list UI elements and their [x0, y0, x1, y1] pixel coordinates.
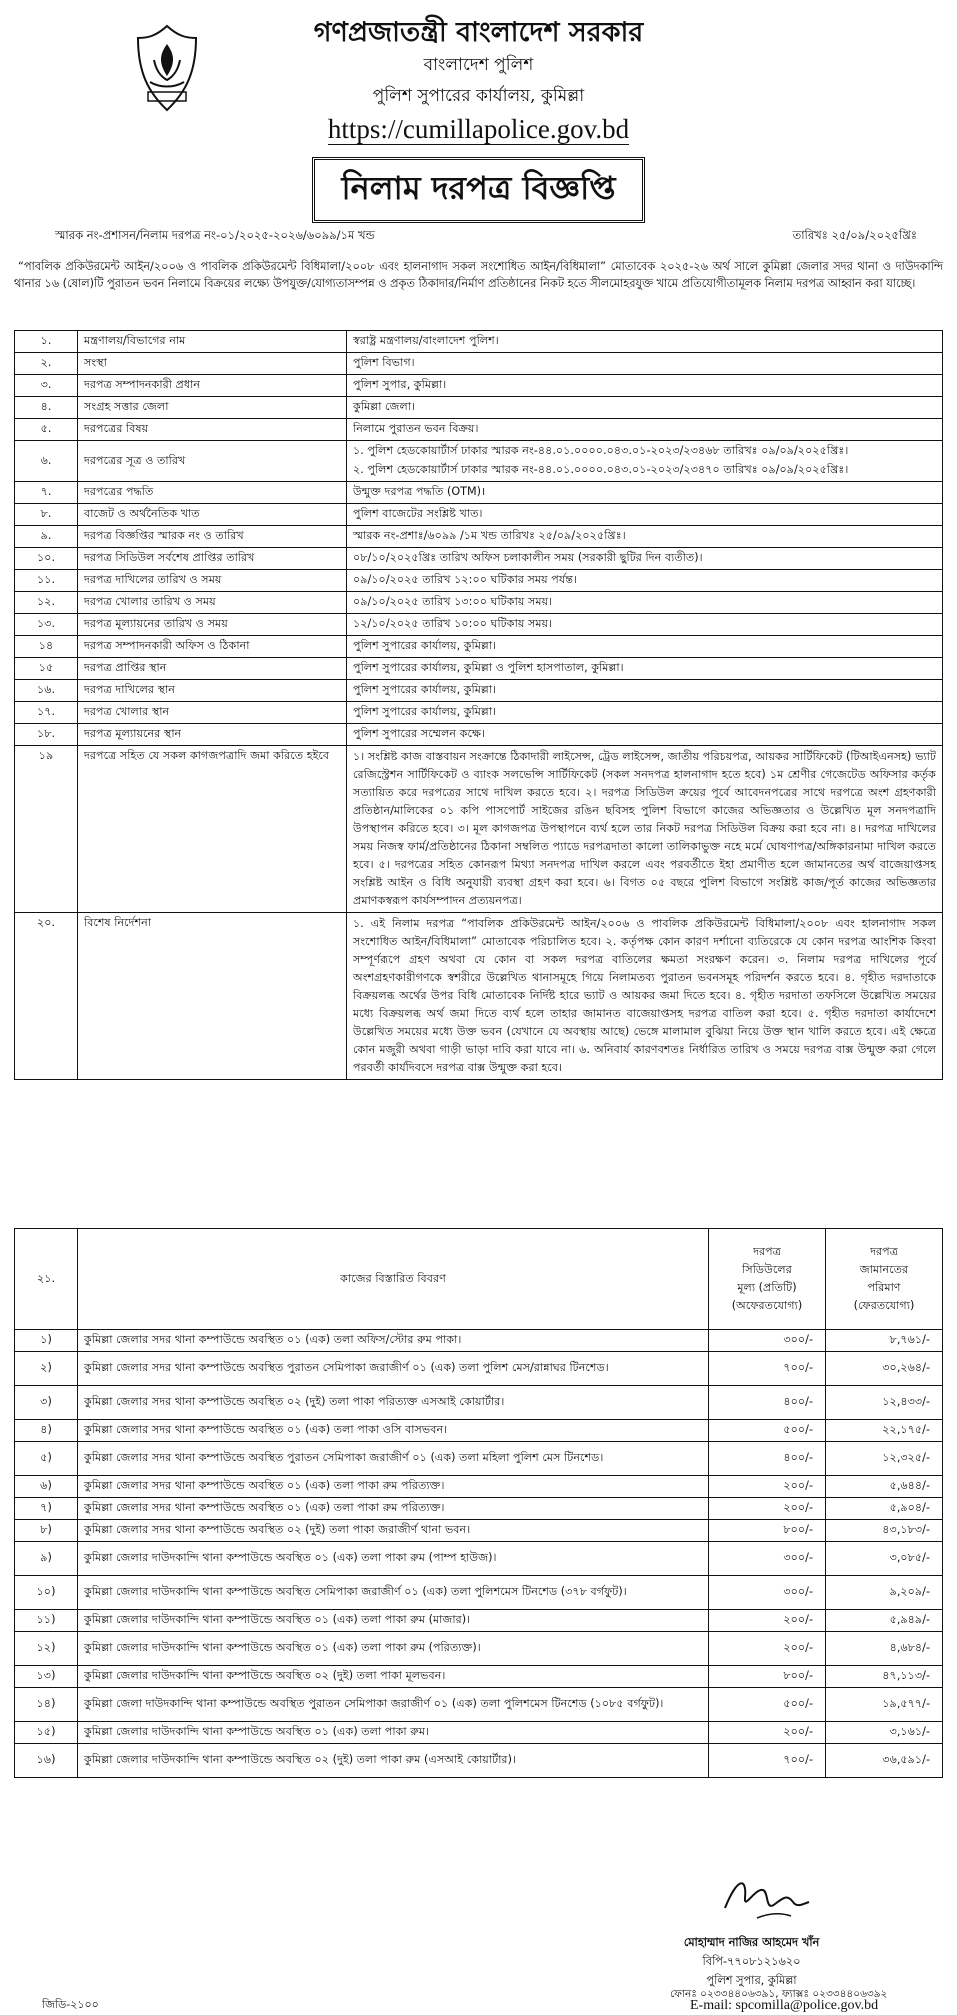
work-description: কুমিল্লা জেলার সদর থানা কম্পাউন্ডে অবস্থিত ০২ (দুই) তলা পাকা জরাজীর্ণ থানা ভবন। — [78, 1520, 709, 1542]
security-amount: ৪৩,১৮৩/- — [826, 1520, 943, 1542]
work-description: কুমিল্লা জেলার সদর থানা কম্পাউন্ডে অবস্থিত ০১ (এক) তলা পাকা রুম পরিত্যক্ত। — [78, 1498, 709, 1520]
detail-row — [15, 592, 943, 614]
officer-bp: বিপি-৭৭০৮১২১৬২০ — [702, 1955, 801, 1968]
security-amount: ৩,১৬১/- — [826, 1722, 943, 1744]
detail-row — [15, 680, 943, 702]
detail-value: পুলিশ বিভাগ। — [347, 353, 943, 375]
detail-number: ৫. — [15, 419, 78, 441]
detail-label: দরপত্র সম্পাদনকারী অফিস ও ঠিকানা — [78, 636, 347, 658]
work-description: কুমিল্লা জেলার দাউদকান্দি থানা কম্পাউন্ডে অবস্থিত ০২ (দুই) তলা পাকা মূলভবন। — [78, 1666, 709, 1688]
security-amount: ৩০,২৬৪/- — [826, 1352, 943, 1386]
detail-label: দরপত্র প্রাপ্তির স্থান — [78, 658, 347, 680]
work-number: ৩) — [15, 1386, 78, 1420]
work-row — [15, 1576, 943, 1610]
work-description: কুমিল্লা জেলার সদর থানা কম্পাউন্ডে অবস্থিত পুরাতন সেমিপাকা জরাজীর্ণ ০১ (এক) তলা মহিলা পুলিশ মেস টিনশেড। — [78, 1442, 709, 1476]
detail-label: সংগ্রহ সত্তার জেলা — [78, 397, 347, 419]
detail-number: ২০. — [15, 913, 78, 1080]
detail-value: কুমিল্লা জেলা। — [347, 397, 943, 419]
detail-value: ০৮/১০/২০২৫খ্রিঃ তারিখ অফিস চলাকালীন সময় (সরকারী ছুটির দিন ব্যতীত)। — [347, 548, 943, 570]
detail-row — [15, 375, 943, 397]
memo-line — [55, 227, 917, 246]
work-number: ৬) — [15, 1476, 78, 1498]
detail-row — [15, 353, 943, 375]
detail-value: স্বরাষ্ট্র মন্ত্রণালয়/বাংলাদেশ পুলিশ। — [347, 331, 943, 353]
schedule-price: ৭০০/- — [709, 1352, 826, 1386]
detail-value: পুলিশ সুপারের কার্যালয়, কুমিল্লা। — [347, 636, 943, 658]
office-name: পুলিশ সুপারের কার্যালয়, কুমিল্লা — [372, 86, 585, 106]
letterhead — [14, 0, 943, 150]
work-number: ৫) — [15, 1442, 78, 1476]
work-row — [15, 1420, 943, 1442]
detail-label: দরপত্র দাখিলের তারিখ ও সময় — [78, 570, 347, 592]
work-number: ১৬) — [15, 1744, 78, 1778]
work-row — [15, 1722, 943, 1744]
detail-value: পুলিশ সুপার, কুমিল্লা। — [347, 375, 943, 397]
work-description: কুমিল্লা জেলার সদর থানা কম্পাউন্ডে অবস্থিত ০১ (এক) তলা পাকা রুম পরিত্যক্ত। — [78, 1476, 709, 1498]
signature-mark — [717, 1868, 827, 1928]
detail-value: পুলিশ সুপারের কার্যালয়, কুমিল্লা। — [347, 702, 943, 724]
memo-date: তারিখঃ ২৫/০৯/২০২৫খ্রিঃ — [792, 228, 917, 242]
detail-row — [15, 397, 943, 419]
schedule-price: ৪০০/- — [709, 1386, 826, 1420]
detail-number: ৯. — [15, 526, 78, 548]
schedule-price: ৩০০/- — [709, 1576, 826, 1610]
detail-row — [15, 482, 943, 504]
detail-value-line: ২. পুলিশ হেডকোয়ার্টার্স ঢাকার স্মারক নং-৪৪.০১.০০০০.০৪৩.০১-২০২৩/২৩৪৭০ তারিখঃ ০৯/০৯/২০২৫খ্রিঃ। — [353, 463, 849, 476]
work-number: ৯) — [15, 1542, 78, 1576]
detail-value: স্মারক নং-প্রশাঃ/৬০৯৯ /১ম খন্ড তারিখঃ ২৫/০৯/২০২৫খ্রিঃ। — [347, 526, 943, 548]
officer-email[interactable]: E-mail: spcomilla@police.gov.bd — [690, 1998, 879, 2013]
detail-row — [15, 658, 943, 680]
work-number: ১১) — [15, 1610, 78, 1632]
security-amount: ১২,৩২৫/- — [826, 1442, 943, 1476]
detail-label: দরপত্রের সূত্র ও তারিখ — [78, 441, 347, 482]
detail-number: ১৯ — [15, 746, 78, 913]
detail-value: উন্মুক্ত দরপত্র পদ্ধতি (OTM)। — [347, 482, 943, 504]
detail-label: দরপত্র খোলার স্থান — [78, 702, 347, 724]
detail-value: নিলামে পুরাতন ভবন বিক্রয়। — [347, 419, 943, 441]
schedule-price: ২০০/- — [709, 1632, 826, 1666]
detail-number: ১২. — [15, 592, 78, 614]
detail-label: দরপত্র বিজ্ঞপ্তির স্মারক নং ও তারিখ — [78, 526, 347, 548]
schedule-price: ৩০০/- — [709, 1330, 826, 1352]
work-number: ১৫) — [15, 1722, 78, 1744]
detail-paragraph: ১। সংশ্লিষ্ট কাজ বাস্তবায়ন সংক্রান্তে ঠিকাদারী লাইসেন্স, ট্রেড লাইসেন্স, জাতীয় পরিচয়পত্র, আয়কর সার্টিফিকেট (টিআইএনসহ) ভ্যাট রেজিস্ট্রেশন সার্টিফিকেট ও ব্যাংক সলভেন্সি সার্টিফিকেট (সকল সনদপত্র হালনাগাদ হতে হবে) ১ম শ্রেণীর গেজেটেড অফিসার কর্তৃক সত্যায়িত করে দরপত্রের সাথে দাখিল করতে হবে। ২। দরপত্র সিডিউল ক্রয়ের পূর্বে আবেদনপত্রের সাথে দরপত্রে অংশ গ্রহণকারী প্রতিষ্ঠান/মালিকের ০১ কপি পাসপোর্ট সাইজের রঙিন ছবিসহ পুলিশ বিভাগে কাজের অভিজ্ঞতার ও উল্লেখিত মূল সনদপত্রাদি উপস্থাপন করিতে হবে। ৩। মূল কাগজপত্র উপস্থাপনে ব্যর্থ হলে তার নিকট দরপত্র সিডিউল বিক্রয় করা হবে না। ৪। দরপত্র দাখিলের সময় নিজস্ব ফার্ম/প্রতিষ্ঠানের ঠিকানা সম্বলিত প্যাডে দরপত্রদাতা কালো তালিকাভুক্ত নহে মর্মে ঘোষণাপত্র/অঙ্গিকারনামা দাখিল করতে হবে। ৫। দরপত্রের সহিত কোনরূপ মিথ্যা সনদপত্র দাখিল করলে এবং পরবর্তীতে ইহা প্রমাণীত হলে জামানতের অর্থ বাজেয়াপ্তসহ সংশ্লিষ্ট আইন ও বিধি অনুযায়ী ব্যবস্থা গ্রহণ করা হবে। ৬। বিগত ০৫ বছরে পুলিশ বিভাগে সংশ্লিষ্ট কাজ/পূর্ত কাজের অভিজ্ঞতার প্রমাণকস্বরূপ কার্যসম্পাদন প্রত্যয়নপত্র। — [347, 746, 943, 913]
security-amount: ৩৬,৫৯১/- — [826, 1744, 943, 1778]
tender-details-table — [14, 330, 943, 1080]
work-description: কুমিল্লা জেলার দাউদকান্দি থানা কম্পাউন্ডে অবস্থিত ০২ (দুই) তলা পাকা রুম (এসআই কোয়ার্টার)। — [78, 1744, 709, 1778]
detail-value — [347, 441, 943, 482]
work-number: ১৩) — [15, 1666, 78, 1688]
detail-number: ১৮. — [15, 724, 78, 746]
memo-number: স্মারক নং-প্রশাসন/নিলাম দরপত্র নং-০১/২০২৫-২০২৬/৬০৯৯/১ম খন্ড — [55, 228, 375, 242]
notice-title: নিলাম দরপত্র বিজ্ঞপ্তি — [0, 157, 957, 223]
detail-row — [15, 702, 943, 724]
detail-row — [15, 548, 943, 570]
detail-row — [15, 724, 943, 746]
works-section-number: ২১. — [15, 1229, 78, 1330]
work-row — [15, 1542, 943, 1576]
officer-contact: ফোনঃ ০২৩৩৪৪০৬৩৯১, ফ্যাক্সঃ ০২৩৩৪৪০৬৩৯২ — [670, 1988, 888, 2000]
security-amount: ৫,৯৪৯/- — [826, 1610, 943, 1632]
schedule-price: ৫০০/- — [709, 1420, 826, 1442]
security-amount: ৮,৭৬১/- — [826, 1330, 943, 1352]
detail-number: ৬. — [15, 441, 78, 482]
detail-value: ০৯/১০/২০২৫ তারিখ ১৩:০০ ঘটিকায় সময়। — [347, 592, 943, 614]
department-name: বাংলাদেশ পুলিশ — [423, 55, 534, 75]
security-amount: ৯,২০৯/- — [826, 1576, 943, 1610]
intro-paragraph: “পাবলিক প্রকিউরমেন্ট আইন/২০০৬ ও পাবলিক প্রকিউরমেন্ট বিধিমালা/২০০৮ এবং হালনাগাদ সকল সংশোধিত আইন/বিধিমালা” মোতাবেক ২০২৫-২৬ অর্থ সালে কুমিল্লা জেলার সদর থানা ও দাউদকান্দি থানার ১৬ (ষোল)টি পুরাতন ভবন নিলামে বিক্রয়ের লক্ষ্যে উপযুক্ত/যোগ্যতাসম্পন্ন ও প্রকৃত ঠিকাদার/নির্মাণ প্রতিষ্ঠানের নিকট হতে সীলমোহরযুক্ত খামে প্রতিযোগীতামূলক নিলাম দরপত্র আহ্বান করা যাচ্ছে। — [14, 260, 943, 290]
work-number: ১০) — [15, 1576, 78, 1610]
government-name: গণপ্রজাতন্ত্রী বাংলাদেশ সরকার — [313, 17, 644, 48]
work-row — [15, 1498, 943, 1520]
work-row — [15, 1352, 943, 1386]
detail-label: দরপত্র সিডিউল সর্বশেষ প্রাপ্তির তারিখ — [78, 548, 347, 570]
security-amount: ১৯,৫৭৭/- — [826, 1688, 943, 1722]
detail-value: ০৯/১০/২০২৫ তারিখ ১২:০০ ঘটিকার সময় পর্যন্ত। — [347, 570, 943, 592]
schedule-price: ৫০০/- — [709, 1688, 826, 1722]
work-row — [15, 1744, 943, 1778]
work-description: কুমিল্লা জেলা দাউদকান্দি থানা কম্পাউন্ডে অবস্থিত পুরাতন সেমিপাকা জরাজীর্ণ ০১ (এক) তলা পুলিশমেস টিনশেড (১০৮৫ বর্গফুট)। — [78, 1688, 709, 1722]
work-description: কুমিল্লা জেলার সদর থানা কম্পাউন্ডে অবস্থিত পুরাতন সেমিপাকা জরাজীর্ণ ০১ (এক) তলা পুলিশ মেস/রান্নাঘর টিনশেড। — [78, 1352, 709, 1386]
detail-number: ১৫ — [15, 658, 78, 680]
schedule-price: ২০০/- — [709, 1498, 826, 1520]
detail-number: ১০. — [15, 548, 78, 570]
detail-number: ৮. — [15, 504, 78, 526]
work-row — [15, 1632, 943, 1666]
required-documents-row — [15, 746, 943, 913]
detail-label: সংস্থা — [78, 353, 347, 375]
detail-label: দরপত্র মূল্যায়নের তারিখ ও সময় — [78, 614, 347, 636]
security-amount-header: দরপত্র জামানতের পরিমাণ (ফেরতযোগ্য) — [826, 1229, 943, 1330]
work-description: কুমিল্লা জেলার দাউদকান্দি থানা কম্পাউন্ডে অবস্থিত ০১ (এক) তলা পাকা রুম। — [78, 1722, 709, 1744]
detail-row — [15, 570, 943, 592]
detail-number: ৩. — [15, 375, 78, 397]
detail-number: ৪. — [15, 397, 78, 419]
detail-number: ১. — [15, 331, 78, 353]
detail-value: পুলিশ বাজেটের সংশ্লিষ্ট খাত। — [347, 504, 943, 526]
detail-number: ২. — [15, 353, 78, 375]
officer-name: মোহাম্মাদ নাজির আহমেদ খাঁন — [683, 1936, 820, 1949]
work-row — [15, 1386, 943, 1420]
detail-number: ১১. — [15, 570, 78, 592]
detail-number: ৭. — [15, 482, 78, 504]
works-header-row — [15, 1229, 943, 1330]
work-number: ৪) — [15, 1420, 78, 1442]
works-description-header: কাজের বিস্তারিত বিবরণ — [78, 1229, 709, 1330]
work-number: ১২) — [15, 1632, 78, 1666]
schedule-price: ২০০/- — [709, 1476, 826, 1498]
work-description: কুমিল্লা জেলার দাউদকান্দি থানা কম্পাউন্ডে অবস্থিত ০১ (এক) তলা পাকা রুম (পাম্প হাউজ)। — [78, 1542, 709, 1576]
schedule-price: ৮০০/- — [709, 1666, 826, 1688]
detail-row — [15, 419, 943, 441]
security-amount: ৪,৬৮৪/- — [826, 1632, 943, 1666]
work-description: কুমিল্লা জেলার দাউদকান্দি থানা কম্পাউন্ডে অবস্থিত সেমিপাকা জরাজীর্ণ ০১ (এক) তলা পুলিশমেস টিনশেড (৩৭৮ বর্গফুট)। — [78, 1576, 709, 1610]
work-number: ৭) — [15, 1498, 78, 1520]
security-amount: ২২,১৭৫/- — [826, 1420, 943, 1442]
detail-value: ১২/১০/২০২৫ তারিখ ১০:০০ ঘটিকায় সময়। — [347, 614, 943, 636]
work-row — [15, 1610, 943, 1632]
works-table — [14, 1228, 943, 1778]
work-number: ১) — [15, 1330, 78, 1352]
security-amount: ১২,৪৩৩/- — [826, 1386, 943, 1420]
detail-label: দরপত্র সম্পাদনকারী প্রধান — [78, 375, 347, 397]
detail-number: ১৩. — [15, 614, 78, 636]
detail-number: ১৭. — [15, 702, 78, 724]
security-amount: ৫,৬৪৪/- — [826, 1476, 943, 1498]
schedule-price: ৪০০/- — [709, 1442, 826, 1476]
detail-label: বিশেষ নির্দেশনা — [78, 913, 347, 1080]
schedule-price: ২০০/- — [709, 1610, 826, 1632]
schedule-price-header: দরপত্র সিডিউলের মূল্য (প্রতিটি) (অফেরতযোগ্য) — [709, 1229, 826, 1330]
detail-label: দরপত্রের বিষয় — [78, 419, 347, 441]
security-amount: ৪৭,১১৩/- — [826, 1666, 943, 1688]
detail-row — [15, 636, 943, 658]
work-description: কুমিল্লা জেলার দাউদকান্দি থানা কম্পাউন্ডে অবস্থিত ০১ (এক) তলা পাকা রুম (পরিত্যক্ত)। — [78, 1632, 709, 1666]
detail-value: পুলিশ সুপারের কার্যালয়, কুমিল্লা। — [347, 680, 943, 702]
security-amount: ৩,০৮৫/- — [826, 1542, 943, 1576]
work-row — [15, 1520, 943, 1542]
detail-label: দরপত্রে সহিত যে সকল কাগজপত্রাদি জমা করিতে হইবে — [78, 746, 347, 913]
detail-label: দরপত্র দাখিলের স্থান — [78, 680, 347, 702]
work-row — [15, 1476, 943, 1498]
schedule-price: ৭০০/- — [709, 1744, 826, 1778]
detail-value: পুলিশ সুপারের সম্মেলন কক্ষে। — [347, 724, 943, 746]
special-instructions-row — [15, 913, 943, 1080]
detail-row — [15, 526, 943, 548]
detail-row — [15, 504, 943, 526]
work-number: ৮) — [15, 1520, 78, 1542]
detail-row — [15, 331, 943, 353]
detail-value-line: ১. পুলিশ হেডকোয়ার্টার্স ঢাকার স্মারক নং-৪৪.০১.০০০০.০৪৩.০১-২০২৩/২৩৪৬৮ তারিখঃ ০৯/০৯/২০২৫খ্রিঃ। — [353, 444, 849, 457]
work-description: কুমিল্লা জেলার সদর থানা কম্পাউন্ডে অবস্থিত ০১ (এক) তলা পাকা ওসি বাসভবন। — [78, 1420, 709, 1442]
work-row — [15, 1442, 943, 1476]
detail-number: ১৪ — [15, 636, 78, 658]
work-row — [15, 1688, 943, 1722]
work-description: কুমিল্লা জেলার দাউদকান্দি থানা কম্পাউন্ডে অবস্থিত ০১ (এক) তলা পাকা রুম (মাজার)। — [78, 1610, 709, 1632]
detail-value: পুলিশ সুপারের কার্যালয়, কুমিল্লা ও পুলিশ হাসপাতাল, কুমিল্লা। — [347, 658, 943, 680]
notice-code: জিডি-২১০০ — [42, 1998, 99, 2011]
detail-row — [15, 441, 943, 482]
schedule-price: ৩০০/- — [709, 1542, 826, 1576]
schedule-price: ৮০০/- — [709, 1520, 826, 1542]
work-number: ২) — [15, 1352, 78, 1386]
work-number: ১৪) — [15, 1688, 78, 1722]
security-amount: ৫,৯০৪/- — [826, 1498, 943, 1520]
schedule-price: ২০০/- — [709, 1722, 826, 1744]
detail-label: বাজেট ও অর্থনৈতিক খাত — [78, 504, 347, 526]
work-row — [15, 1666, 943, 1688]
detail-row — [15, 614, 943, 636]
detail-label: দরপত্র মূল্যায়নের স্থান — [78, 724, 347, 746]
website-link[interactable]: https://cumillapolice.gov.bd — [327, 114, 630, 144]
work-description: কুমিল্লা জেলার সদর থানা কম্পাউন্ডে অবস্থিত ০২ (দুই) তলা পাকা পরিত্যক্ত এসআই কোয়ার্টার। — [78, 1386, 709, 1420]
work-row — [15, 1330, 943, 1352]
officer-designation: পুলিশ সুপার, কুমিল্লা — [706, 1974, 797, 1987]
detail-paragraph: ১. এই নিলাম দরপত্র “পাবলিক প্রকিউরমেন্ট আইন/২০০৬ ও পাবলিক প্রকিউরমেন্ট বিধিমালা/২০০৮ এবং হালনাগাদ সকল সংশোধিত আইন/বিধিমালা” মোতাবেক পরিচালিত হবে। ২. কর্তৃপক্ষ কোন কারণ দর্শানো ব্যতিরেকে যে কোন দরপত্র আংশিক কিংবা সম্পূর্ণরূপে গ্রহণ অথবা যে কোন বা সকল দরপত্র বাতিলের ক্ষমতা সংরক্ষণ করেন। ৩. নিলাম দরপত্র দাখিলের পূর্বে অংশগ্রহণকারীগণকে স্বশরীরে উল্লেখিত থানাসমূহে গিয়ে নিলামতব্য পুরাতন ভবনসমূহ পরিদর্শন করতে হবে। ৪. গৃহীত দরদাতাকে বিক্রয়লব্ধ অর্থের উপর বিধি মোতাবেক নির্দিষ্ট হারে ভ্যাট ও আয়কর জমা দিতে হবে। ৪. গৃহীত দরদাতা তফসিলে উল্লেখিত সময়ের মধ্যে বিক্রয়লব্ধ অর্থ জমা দিতে ব্যর্থ হলে তাহার জামানত বাজেয়াপ্তসহ দরপত্র বাতিল করা হবে। ৫. গৃহীত দরদাতা কার্যাদেশে উল্লেখিত সময়ের মধ্যে উক্ত ভবন (যেখানে যে অবস্থায় আছে) ভেঙ্গে মালামাল বুঝিয়া নিয়ে উক্ত স্থান খালি করতে হবে। এই ক্ষেত্রে কোন মজুরী অথবা গাড়ী ভাড়া দাবি করা যাবে না। ৬. অনিবার্য কারণবশতঃ নির্ধারিত তারিখ ও সময়ে দরপত্র বাক্স উন্মুক্ত করা গেলে পরবর্তী কার্যদিবসে দরপত্র বাক্স উন্মুক্ত করা হবে। — [347, 913, 943, 1080]
detail-label: মন্ত্রণালয়/বিভাগের নাম — [78, 331, 347, 353]
detail-number: ১৬. — [15, 680, 78, 702]
work-description: কুমিল্লা জেলার সদর থানা কম্পাউন্ডে অবস্থিত ০১ (এক) তলা অফিস/স্টোর রুম পাকা। — [78, 1330, 709, 1352]
detail-label: দরপত্র খোলার তারিখ ও সময় — [78, 592, 347, 614]
detail-label: দরপত্রের পদ্ধতি — [78, 482, 347, 504]
